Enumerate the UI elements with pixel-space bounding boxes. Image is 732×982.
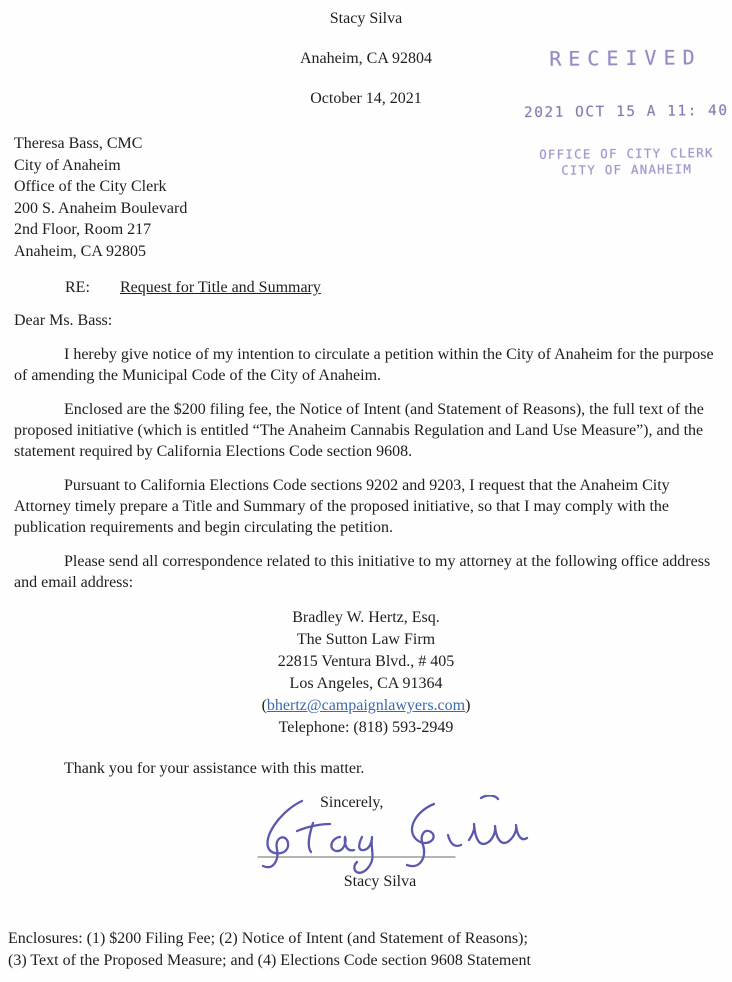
attorney-email-line bbox=[14, 695, 718, 717]
valediction: Sincerely, bbox=[320, 794, 384, 811]
stamp-office-line1: OFFICE OF CITY CLERK bbox=[539, 145, 714, 162]
signature-image bbox=[250, 795, 530, 880]
attorney-email-link[interactable]: bhertz@campaignlawyers.com bbox=[266, 697, 466, 714]
attorney-citystate: Los Angeles, CA 91364 bbox=[289, 675, 443, 692]
body-paragraph-2: Enclosed are the $200 filing fee, the Notice of Intent (and Statement of Reasons), the full text of the proposed initiative (which is entitled “The Anaheim Cannabis Regulation and Land Use Measure”), and the statement required by California Elections Code section 9608. bbox=[14, 401, 704, 460]
stamp-received-text: RECEIVED bbox=[549, 45, 702, 71]
subject-line bbox=[65, 277, 718, 298]
attorney-phone: Telephone: (818) 593-2949 bbox=[278, 719, 454, 736]
thanks-line: Thank you for your assistance with this matter. bbox=[64, 760, 365, 777]
attorney-street: 22815 Ventura Blvd., # 405 bbox=[277, 653, 455, 670]
subject-label: RE: bbox=[65, 279, 90, 296]
stamp-office-line2: CITY OF ANAHEIM bbox=[561, 161, 693, 178]
recipient-name: Theresa Bass, CMC bbox=[14, 135, 143, 152]
recipient-floor: 2nd Floor, Room 217 bbox=[14, 221, 152, 238]
sender-header bbox=[14, 0, 718, 109]
attorney-name: Bradley W. Hertz, Esq. bbox=[292, 609, 440, 626]
recipient-dept: Office of the City Clerk bbox=[14, 178, 167, 195]
letter-date: October 14, 2021 bbox=[310, 90, 422, 107]
recipient-org: City of Anaheim bbox=[14, 156, 121, 174]
enclosures-line-1: Enclosures: (1) $200 Filing Fee; (2) Notice of Intent (and Statement of Reasons); bbox=[8, 930, 528, 947]
body-paragraph-4: Please send all correspondence related to this initiative to my attorney at the following office address and email address: bbox=[14, 553, 711, 591]
sender-city: Anaheim, CA 92804 bbox=[300, 50, 432, 67]
body-paragraph-3: Pursuant to California Elections Code sections 9202 and 9203, I request that the Anaheim City Attorney timely prepare a Title and Summary of the proposed initiative, so that I may comply with the publication requirements and begin circulating the petition. bbox=[14, 477, 670, 536]
subject-text: Request for Title and Summary bbox=[120, 279, 321, 296]
recipient-citystate: Anaheim, CA 92805 bbox=[14, 242, 146, 260]
signed-name: Stacy Silva bbox=[343, 873, 417, 890]
enclosures-line-2: (3) Text of the Proposed Measure; and (4) Elections Code section 9608 Statement bbox=[8, 952, 531, 969]
stamp-date-text: 2021 OCT 15 A 11: 40 bbox=[523, 102, 729, 122]
attorney-contact-block bbox=[14, 607, 718, 739]
salutation: Dear Ms. Bass: bbox=[14, 312, 113, 329]
email-open-paren: ( bbox=[261, 697, 267, 714]
recipient-address-block bbox=[14, 133, 718, 262]
recipient-street: 200 S. Anaheim Boulevard bbox=[14, 199, 188, 217]
body-paragraph-1: I hereby give notice of my intention to circulate a petition within the City of Anaheim for the purpose of amending the Municipal Code of the City of Anaheim. bbox=[14, 346, 714, 384]
email-close-paren: ) bbox=[465, 697, 471, 714]
enclosures-block bbox=[8, 928, 722, 972]
attorney-firm: The Sutton Law Firm bbox=[296, 631, 436, 648]
sender-name: Stacy Silva bbox=[329, 10, 403, 27]
